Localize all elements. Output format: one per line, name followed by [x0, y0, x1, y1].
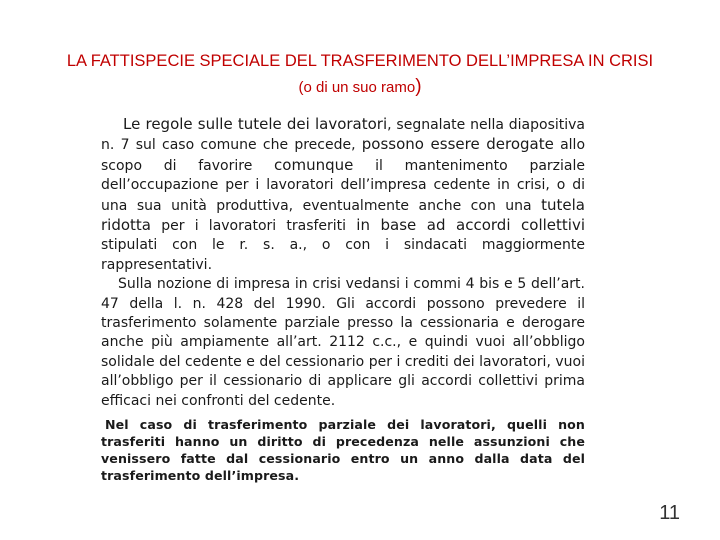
p1-segment-7: tutela ridotta — [101, 195, 585, 235]
p1-segment-2: , segnalate nella diapositiva n. 7 sul caso comune che precede, — [101, 117, 586, 154]
slide-title-line1: LA FATTISPECIE SPECIALE DEL TRASFERIMENTO DELL’IMPRESA IN CRISI — [66, 52, 654, 70]
title-subtitle-text: o di un suo ramo — [303, 79, 416, 96]
p1-segment-1: Le regole sulle tutele dei lavoratori — [123, 115, 388, 133]
p1-segment-3: possono essere derogate — [361, 135, 554, 154]
page-number: 11 — [659, 502, 680, 524]
slide-title-line2 — [40, 74, 680, 101]
slide-body — [101, 115, 585, 484]
slide-title — [40, 48, 680, 101]
p1-segment-6: il mantenimento parziale dell’occupazione per i lavoratori dell’impresa cedente in crisi, o di una sua unità produttiva, eventualmente anche con una — [101, 157, 586, 214]
p1-segment-8: per i lavoratori trasferiti — [151, 218, 357, 235]
paragraph-crisis-definition: Sulla nozione di impresa in crisi vedansi i commi 4 bis e 5 dell’art. 47 della l. n. 428 del 1990. Gli accordi possono prevedere il trasferimento solamente parziale presso la cessionaria e derogare anche più ampiamente all’art. 2112 c.c., e quindi vuoi all’obbligo solidale del cedente e del cessionario per i crediti dei lavoratori, vuoi all’obbligo per il cessionario di applicare gli accordi collettivi prima efficaci nei confronti del cedente. — [101, 276, 585, 409]
title-open-paren: ( — [298, 79, 304, 96]
p1-segment-5: comunque — [274, 155, 354, 174]
paragraph-partial-transfer: Nel caso di trasferimento parziale dei lavoratori, quelli non trasferiti hanno un diritto di precedenza nelle assunzioni che venissero fatte dal cessionario entro un anno dalla data del trasferimento dell’impresa. — [101, 417, 585, 484]
p1-segment-9: in base ad accordi collettivi — [356, 216, 585, 235]
p1-segment-10: stipulati con le r. s. a., o con i sindacati maggiormente rappresentativi. — [101, 237, 585, 273]
title-close-paren: ) — [415, 76, 422, 97]
p1-segment-4: allo scopo di favorire — [101, 137, 586, 174]
paragraph-worker-protection — [101, 115, 585, 275]
